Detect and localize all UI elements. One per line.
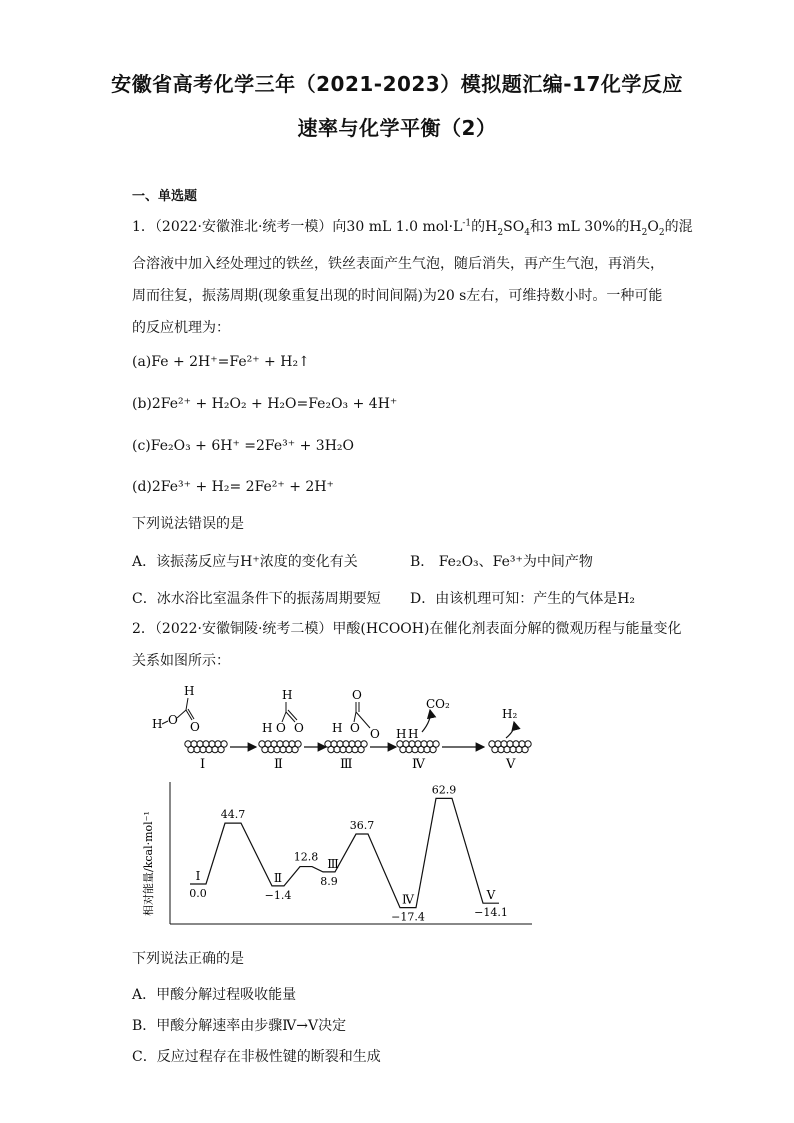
value-label-5: 36.7 xyxy=(349,819,375,833)
svg-text:H: H xyxy=(282,688,293,702)
value-label-0: 0.0 xyxy=(189,886,207,900)
catalyst-surface-1 xyxy=(185,741,227,753)
q1-equation-c: (c)Fe₂O₃ + 6H⁺ =2Fe³⁺ + 3H₂O xyxy=(132,438,354,454)
catalyst-surface-2 xyxy=(259,741,301,753)
page-title-line1: 安徽省高考化学三年（2021-2023）模拟题汇编-17化学反应 xyxy=(111,72,683,96)
stage-label-2: Ⅱ xyxy=(274,757,283,772)
q1-stem-line4: 的反应机理为： xyxy=(132,320,230,336)
value-label-7: 62.9 xyxy=(431,783,457,797)
q1-equation-b: (b)2Fe²⁺ + H₂O₂ + H₂O=Fe₂O₃ + 4H⁺ xyxy=(132,396,398,412)
stage-label-4: Ⅳ xyxy=(412,757,425,772)
svg-text:O: O xyxy=(190,720,200,734)
co2-product: CO₂ xyxy=(426,697,450,711)
q1-option-c[interactable]: C．冰水浴比室温条件下的振荡周期要短 xyxy=(132,591,381,607)
page-title-line2: 速率与化学平衡（2） xyxy=(297,116,497,140)
svg-text:H: H xyxy=(262,721,273,735)
svg-text:O: O xyxy=(350,721,360,735)
value-label-3: 12.8 xyxy=(293,850,319,864)
q1-stem-line2: 合溶液中加入经处理过的铁丝，铁丝表面产生气泡，随后消失，再产生气泡，再消失， xyxy=(132,256,664,272)
q1-equation-d: (d)2Fe³⁺ + H₂= 2Fe²⁺ + 2H⁺ xyxy=(132,479,334,495)
stage-marker-4: Ⅳ xyxy=(402,892,414,907)
svg-text:O: O xyxy=(294,721,304,735)
q2-stem-line2: 关系如图所示： xyxy=(132,653,230,669)
q2-stem-line1: 2．（2022·安徽铜陵·统考二模）甲酸(HCOOH)在催化剂表面分解的微观历程与能量变化 xyxy=(132,621,682,637)
value-label-2: −1.4 xyxy=(264,888,292,902)
svg-text:O: O xyxy=(168,713,178,727)
q1-option-a[interactable]: A．该振荡反应与H⁺浓度的变化有关 xyxy=(132,554,358,570)
q1-stem-line1: 1．（2022·安徽淮北·统考一模）向30 mL 1.0 $mol\cdot L^{-1}$的$H_2SO_4$和3 mL 30%的$H_2O_2$的混 xyxy=(132,218,693,238)
q1-option-b[interactable]: B． Fe₂O₃、Fe³⁺为中间产物 xyxy=(410,554,593,570)
stage-marker-1: Ⅰ xyxy=(195,868,201,883)
svg-text:O: O xyxy=(276,721,286,735)
stage-4-molecule xyxy=(396,697,450,741)
svg-text:H: H xyxy=(408,727,419,741)
q1-equation-a: (a)Fe + 2H⁺=Fe²⁺ + H₂↑ xyxy=(132,354,310,370)
stage-marker-2: Ⅱ xyxy=(273,870,283,885)
energy-profile-chart xyxy=(136,778,536,933)
q2-option-b[interactable]: B．甲酸分解速率由步骤Ⅳ→Ⅴ决定 xyxy=(132,1018,347,1034)
catalyst-surface-5 xyxy=(489,741,531,753)
stage-1-molecule xyxy=(152,684,200,734)
svg-text:H: H xyxy=(332,721,343,735)
q2-prompt: 下列说法正确的是 xyxy=(132,951,244,967)
svg-text:H: H xyxy=(396,727,407,741)
section-heading: 一、单选题 xyxy=(132,189,198,204)
stage-label-3: Ⅲ xyxy=(340,757,353,772)
value-label-8: −14.1 xyxy=(474,906,508,920)
value-label-1: 44.7 xyxy=(220,808,246,822)
value-label-6: −17.4 xyxy=(391,910,425,924)
catalyst-surface-4 xyxy=(397,741,439,753)
svg-text:H: H xyxy=(184,684,195,698)
stage-marker-3: Ⅲ xyxy=(327,856,339,871)
stage-3-molecule xyxy=(332,688,380,741)
svg-text:O: O xyxy=(370,727,380,741)
stage-label-5: Ⅴ xyxy=(506,757,516,772)
catalyst-surface-3 xyxy=(325,741,367,753)
q1-prompt: 下列说法错误的是 xyxy=(132,516,244,532)
svg-text:H: H xyxy=(152,717,163,731)
q1-stem-line3: 周而往复，振荡周期(现象重复出现的时间间隔)为20 s左右，可维持数小时。一种可能 xyxy=(132,288,663,304)
y-axis-label: 相对能量/kcal·mol⁻¹ xyxy=(142,811,155,916)
svg-text:O: O xyxy=(352,688,362,702)
stage-2-molecule xyxy=(262,688,304,735)
h2-product: H₂ xyxy=(502,707,518,721)
mechanism-diagram xyxy=(140,680,560,780)
stage-label-1: Ⅰ xyxy=(200,757,206,772)
q2-option-c[interactable]: C．反应过程存在非极性键的断裂和生成 xyxy=(132,1049,381,1065)
q2-option-a[interactable]: A．甲酸分解过程吸收能量 xyxy=(132,987,297,1003)
stage-marker-5: Ⅴ xyxy=(486,888,496,903)
stage-5-molecule xyxy=(502,707,517,738)
value-label-4: 8.9 xyxy=(320,874,338,888)
q1-option-d[interactable]: D．由该机理可知：产生的气体是H₂ xyxy=(410,591,636,607)
